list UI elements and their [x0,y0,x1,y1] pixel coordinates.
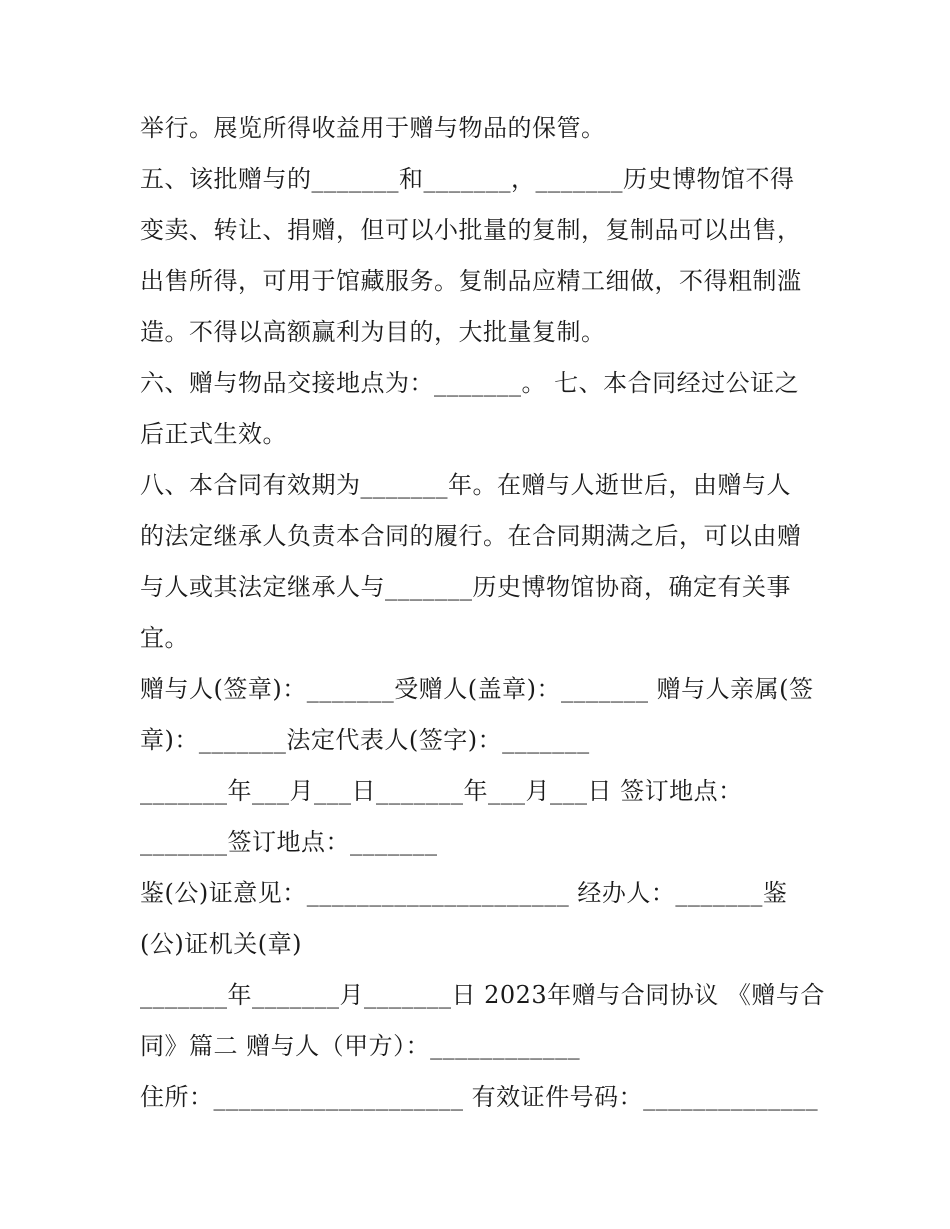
text-line: 赠与人(签章)：_______受赠人(盖章)：_______ 赠与人亲属(签 [140,675,814,703]
text-line: 鉴(公)证意见：_____________________ 经办人：_______鉴 [140,879,788,907]
text-line: 变卖、转让、捐赠，但可以小批量的复制，复制品可以出售， [140,216,802,244]
text-line: 八、本合同有效期为_______年。在赠与人逝世后，由赠与人 [140,471,791,499]
text-line: 宜。 [140,624,189,652]
text-line: 同》篇二 赠与人（甲方）：____________ [140,1032,581,1060]
text-line: 出售所得，可用于馆藏服务。复制品应精工细做，不得粗制滥 [140,267,802,295]
text-line: 与人或其法定继承人与_______历史博物馆协商，确定有关事 [140,573,791,601]
text-line: 五、该批赠与的_______和_______，_______历史博物馆不得 [140,165,795,193]
text-line: 举行。展览所得收益用于赠与物品的保管。 [140,114,606,142]
text-line: _______签订地点：_______ [140,828,438,856]
text-line: _______年___月___日_______年___月___日 签订地点： [140,777,743,805]
text-line: 六、赠与物品交接地点为：_______。 七、本合同经过公证之 [140,369,800,397]
text-line: 的法定继承人负责本合同的履行。在合同期满之后，可以由赠 [140,522,802,550]
text-line: 后正式生效。 [140,420,287,448]
text-line: _______年_______月_______日 2023年赠与合同协议 《赠与合 [140,981,825,1009]
text-line: 章)：_______法定代表人(签字)：_______ [140,726,590,754]
text-line: (公)证机关(章) [140,930,302,958]
text-line: 住所：____________________ 有效证件号码：______________ [140,1083,819,1111]
contract-body [140,103,825,1123]
text-line: 造。不得以高额赢利为目的，大批量复制。 [140,318,606,346]
